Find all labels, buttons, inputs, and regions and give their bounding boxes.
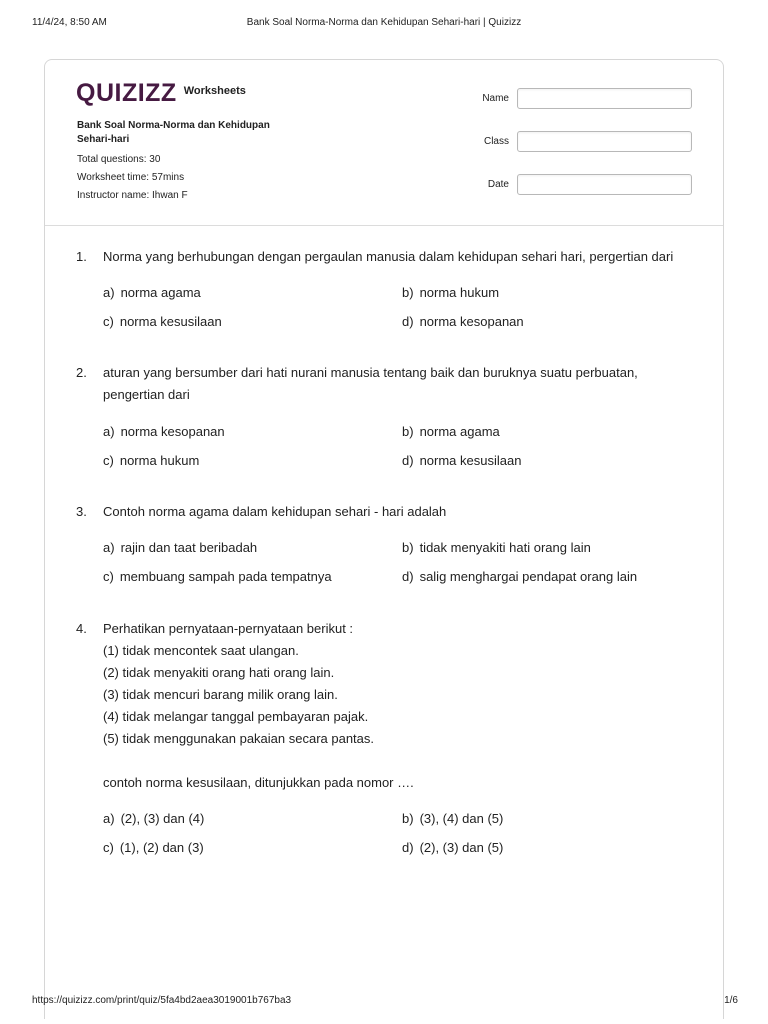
print-title: Bank Soal Norma-Norma dan Kehidupan Sehari-hari | Quizizz bbox=[246, 17, 522, 28]
option-text: norma hukum bbox=[119, 453, 200, 468]
question-number: 2. bbox=[76, 365, 87, 380]
option-text: norma hukum bbox=[419, 285, 500, 300]
option-d bbox=[402, 313, 524, 331]
worksheet-header bbox=[45, 60, 723, 226]
option-a bbox=[103, 423, 225, 441]
option-text: norma kesusilaan bbox=[419, 453, 522, 468]
question-text bbox=[103, 618, 703, 794]
option-b bbox=[402, 810, 503, 828]
class-input[interactable] bbox=[517, 131, 692, 152]
quizizz-logo bbox=[76, 80, 246, 106]
question-line: (5) tidak menggunakan pakaian secara pantas. bbox=[103, 731, 375, 746]
option-letter: d) bbox=[402, 840, 414, 855]
name-label: Name bbox=[482, 93, 509, 104]
option-letter: d) bbox=[402, 569, 414, 584]
option-letter: c) bbox=[103, 314, 114, 329]
option-letter: b) bbox=[402, 540, 414, 555]
option-letter: b) bbox=[402, 424, 414, 439]
option-text: norma kesusilaan bbox=[119, 314, 222, 329]
option-d bbox=[402, 568, 637, 586]
option-b bbox=[402, 284, 499, 302]
date-field-row bbox=[465, 174, 695, 196]
option-text: rajin dan taat beribadah bbox=[120, 540, 258, 555]
class-label: Class bbox=[483, 136, 509, 147]
option-letter: d) bbox=[402, 314, 414, 329]
question-number: 3. bbox=[76, 504, 87, 519]
total-questions: Total questions: 30 bbox=[77, 154, 161, 165]
name-field-row bbox=[465, 88, 695, 110]
class-field-row bbox=[465, 131, 695, 153]
option-letter: d) bbox=[402, 453, 414, 468]
question-text bbox=[103, 501, 703, 523]
date-label: Date bbox=[487, 179, 509, 190]
option-letter: b) bbox=[402, 285, 414, 300]
option-text: (1), (2) dan (3) bbox=[119, 840, 204, 855]
print-date: 11/4/24, 8:50 AM bbox=[32, 17, 107, 28]
question-line: (2) tidak menyakiti orang hati orang lain. bbox=[103, 665, 335, 680]
question-text bbox=[103, 362, 703, 406]
question-line: (1) tidak mencontek saat ulangan. bbox=[103, 643, 299, 658]
question-number: 1. bbox=[76, 249, 87, 264]
option-b bbox=[402, 539, 591, 557]
option-c bbox=[103, 452, 199, 470]
worksheet-time: Worksheet time: 57mins bbox=[77, 172, 185, 183]
option-letter: a) bbox=[103, 811, 115, 826]
option-text: norma kesopanan bbox=[120, 424, 225, 439]
option-text: norma kesopanan bbox=[419, 314, 524, 329]
logo-product-label: Worksheets bbox=[183, 85, 246, 97]
date-input[interactable] bbox=[517, 174, 692, 195]
option-text: norma agama bbox=[120, 285, 201, 300]
option-d bbox=[402, 452, 521, 470]
option-c bbox=[103, 568, 332, 586]
option-b bbox=[402, 423, 500, 441]
question-text bbox=[103, 246, 703, 268]
option-a bbox=[103, 539, 257, 557]
option-text: norma agama bbox=[419, 424, 500, 439]
option-letter: a) bbox=[103, 285, 115, 300]
question-number: 4. bbox=[76, 621, 87, 636]
print-footer bbox=[0, 995, 768, 1009]
question-line: Contoh norma agama dalam kehidupan sehari - hari adalah bbox=[103, 504, 447, 519]
option-letter: a) bbox=[103, 540, 115, 555]
option-letter: a) bbox=[103, 424, 115, 439]
option-c bbox=[103, 313, 222, 331]
option-text: membuang sampah pada tempatnya bbox=[119, 569, 332, 584]
option-text: (3), (4) dan (5) bbox=[419, 811, 504, 826]
question-line: (4) tidak melangar tanggal pembayaran pajak. bbox=[103, 709, 369, 724]
worksheet-meta bbox=[77, 119, 337, 207]
option-c bbox=[103, 839, 204, 857]
option-letter: c) bbox=[103, 569, 114, 584]
question-line: (3) tidak mencuri barang milik orang lain. bbox=[103, 687, 338, 702]
question-line-blank bbox=[103, 750, 703, 772]
print-header bbox=[0, 17, 768, 31]
question-line: aturan yang bersumber dari hati nurani manusia tentang baik dan buruknya suatu perbuatan, bbox=[103, 365, 638, 380]
worksheet-title bbox=[77, 119, 337, 147]
option-letter: c) bbox=[103, 453, 114, 468]
question-line: Norma yang berhubungan dengan pergaulan manusia dalam kehidupan sehari hari, pergertian dari bbox=[103, 249, 674, 264]
name-input[interactable] bbox=[517, 88, 692, 109]
option-d bbox=[402, 839, 503, 857]
option-text: (2), (3) dan (5) bbox=[419, 840, 504, 855]
option-a bbox=[103, 810, 204, 828]
option-text: tidak menyakiti hati orang lain bbox=[419, 540, 591, 555]
option-text: salig menghargai pendapat orang lain bbox=[419, 569, 638, 584]
print-url: https://quizizz.com/print/quiz/5fa4bd2aea3019001b767ba3 bbox=[32, 995, 292, 1006]
worksheet-card bbox=[44, 59, 724, 1019]
instructor-name: Instructor name: Ihwan F bbox=[77, 190, 188, 201]
page-number: 1/6 bbox=[724, 995, 738, 1006]
option-letter: c) bbox=[103, 840, 114, 855]
option-letter: b) bbox=[402, 811, 414, 826]
option-a bbox=[103, 284, 201, 302]
question-line: pengertian dari bbox=[103, 387, 190, 402]
question-line: contoh norma kesusilaan, ditunjukkan pada nomor …. bbox=[103, 775, 414, 790]
worksheet-title-line-1: Bank Soal Norma-Norma dan Kehidupan bbox=[77, 120, 270, 131]
option-text: (2), (3) dan (4) bbox=[120, 811, 205, 826]
logo-wordmark: QUIZIZZ bbox=[76, 78, 177, 107]
question-line: Perhatikan pernyataan-pernyataan berikut : bbox=[103, 621, 354, 636]
worksheet-title-line-2: Sehari-hari bbox=[77, 134, 130, 145]
